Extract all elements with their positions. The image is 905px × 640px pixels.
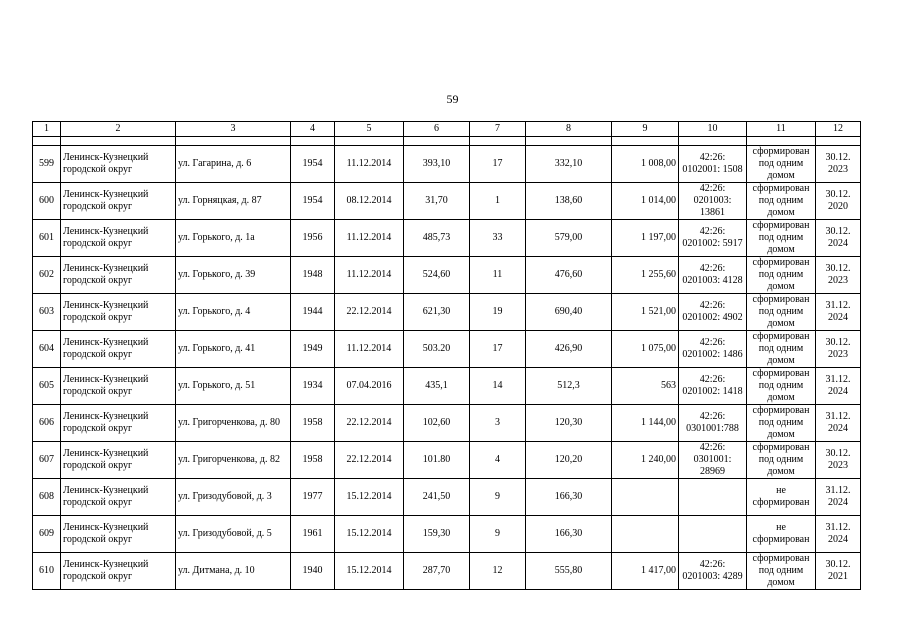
row-number: 602 bbox=[33, 257, 61, 294]
municipality-cell: Ленинск-Кузнецкий городской округ bbox=[61, 257, 176, 294]
table-row bbox=[33, 183, 861, 220]
year-cell: 1934 bbox=[291, 368, 335, 405]
area-total-cell: 287,70 bbox=[404, 553, 470, 590]
address-cell: ул. Горького, д. 4 bbox=[176, 294, 291, 331]
column-header-4: 4 bbox=[291, 122, 335, 137]
row-number: 603 bbox=[33, 294, 61, 331]
table-row bbox=[33, 294, 861, 331]
count-cell: 14 bbox=[470, 368, 526, 405]
address-cell: ул. Гагарина, д. 6 bbox=[176, 146, 291, 183]
area-total-cell: 503.20 bbox=[404, 331, 470, 368]
deadline-cell: 31.12. 2024 bbox=[816, 479, 861, 516]
table-row bbox=[33, 479, 861, 516]
date-cell: 11.12.2014 bbox=[335, 146, 404, 183]
year-cell: 1944 bbox=[291, 294, 335, 331]
address-cell: ул. Горького, д. 51 bbox=[176, 368, 291, 405]
area-living-cell: 332,10 bbox=[526, 146, 612, 183]
column-header-3: 3 bbox=[176, 122, 291, 137]
table-row bbox=[33, 405, 861, 442]
status-cell: сформирован под одним домом bbox=[747, 220, 816, 257]
area-total-cell: 241,50 bbox=[404, 479, 470, 516]
cadastral-number-cell: 42:26: 0201002: 5917 bbox=[679, 220, 747, 257]
year-cell: 1940 bbox=[291, 553, 335, 590]
cadastral-number-cell: 42:26: 0301001:788 bbox=[679, 405, 747, 442]
row-number: 609 bbox=[33, 516, 61, 553]
date-cell: 11.12.2014 bbox=[335, 331, 404, 368]
date-cell: 08.12.2014 bbox=[335, 183, 404, 220]
municipality-cell: Ленинск-Кузнецкий городской округ bbox=[61, 331, 176, 368]
count-cell: 19 bbox=[470, 294, 526, 331]
column-header-2: 2 bbox=[61, 122, 176, 137]
column-header-9: 9 bbox=[612, 122, 679, 137]
table-row bbox=[33, 220, 861, 257]
status-cell: не сформирован bbox=[747, 479, 816, 516]
date-cell: 22.12.2014 bbox=[335, 442, 404, 479]
cadastral-number-cell bbox=[679, 516, 747, 553]
status-cell: сформирован под одним домом bbox=[747, 553, 816, 590]
year-cell: 1958 bbox=[291, 442, 335, 479]
year-cell: 1949 bbox=[291, 331, 335, 368]
area-living-cell: 120,20 bbox=[526, 442, 612, 479]
status-cell: не сформирован bbox=[747, 516, 816, 553]
table-row bbox=[33, 442, 861, 479]
area-total-cell: 101.80 bbox=[404, 442, 470, 479]
date-cell: 15.12.2014 bbox=[335, 516, 404, 553]
row-number: 610 bbox=[33, 553, 61, 590]
column-header-1: 1 bbox=[33, 122, 61, 137]
date-cell: 22.12.2014 bbox=[335, 294, 404, 331]
count-cell: 12 bbox=[470, 553, 526, 590]
deadline-cell: 31.12. 2024 bbox=[816, 405, 861, 442]
status-cell: сформирован под одним домом bbox=[747, 442, 816, 479]
area-total-cell: 102,60 bbox=[404, 405, 470, 442]
municipality-cell: Ленинск-Кузнецкий городской округ bbox=[61, 516, 176, 553]
area-total-cell: 435,1 bbox=[404, 368, 470, 405]
column-header-8: 8 bbox=[526, 122, 612, 137]
area-land-cell: 1 075,00 bbox=[612, 331, 679, 368]
address-cell: ул. Горького, д. 41 bbox=[176, 331, 291, 368]
municipality-cell: Ленинск-Кузнецкий городской округ bbox=[61, 368, 176, 405]
year-cell: 1977 bbox=[291, 479, 335, 516]
area-living-cell: 690,40 bbox=[526, 294, 612, 331]
municipality-cell: Ленинск-Кузнецкий городской округ bbox=[61, 405, 176, 442]
spacer-row bbox=[33, 137, 861, 146]
cadastral-number-cell bbox=[679, 479, 747, 516]
address-cell: ул. Горького, д. 1а bbox=[176, 220, 291, 257]
area-total-cell: 159,30 bbox=[404, 516, 470, 553]
table-row bbox=[33, 257, 861, 294]
count-cell: 33 bbox=[470, 220, 526, 257]
cadastral-number-cell: 42:26: 0201003: 4128 bbox=[679, 257, 747, 294]
cadastral-number-cell: 42:26: 0301001: 28969 bbox=[679, 442, 747, 479]
address-cell: ул. Горняцкая, д. 87 bbox=[176, 183, 291, 220]
count-cell: 9 bbox=[470, 516, 526, 553]
area-living-cell: 579,00 bbox=[526, 220, 612, 257]
area-living-cell: 555,80 bbox=[526, 553, 612, 590]
area-land-cell: 1 240,00 bbox=[612, 442, 679, 479]
status-cell: сформирован под одним домом bbox=[747, 331, 816, 368]
status-cell: сформирован под одним домом bbox=[747, 146, 816, 183]
municipality-cell: Ленинск-Кузнецкий городской округ bbox=[61, 146, 176, 183]
area-land-cell bbox=[612, 479, 679, 516]
deadline-cell: 31.12. 2024 bbox=[816, 368, 861, 405]
area-land-cell: 1 197,00 bbox=[612, 220, 679, 257]
table-row bbox=[33, 368, 861, 405]
row-number: 607 bbox=[33, 442, 61, 479]
municipality-cell: Ленинск-Кузнецкий городской округ bbox=[61, 442, 176, 479]
year-cell: 1954 bbox=[291, 183, 335, 220]
status-cell: сформирован под одним домом bbox=[747, 183, 816, 220]
status-cell: сформирован под одним домом bbox=[747, 368, 816, 405]
municipality-cell: Ленинск-Кузнецкий городской округ bbox=[61, 479, 176, 516]
header-row bbox=[33, 122, 861, 137]
area-land-cell bbox=[612, 516, 679, 553]
address-cell: ул. Дитмана, д. 10 bbox=[176, 553, 291, 590]
area-total-cell: 31,70 bbox=[404, 183, 470, 220]
count-cell: 9 bbox=[470, 479, 526, 516]
column-header-6: 6 bbox=[404, 122, 470, 137]
count-cell: 11 bbox=[470, 257, 526, 294]
page-number: 59 bbox=[446, 92, 459, 106]
column-header-10: 10 bbox=[679, 122, 747, 137]
cadastral-number-cell: 42:26: 0201002: 1418 bbox=[679, 368, 747, 405]
date-cell: 22.12.2014 bbox=[335, 405, 404, 442]
deadline-cell: 30.12. 2020 bbox=[816, 183, 861, 220]
status-cell: сформирован под одним домом bbox=[747, 405, 816, 442]
table-row bbox=[33, 331, 861, 368]
area-living-cell: 166,30 bbox=[526, 516, 612, 553]
year-cell: 1954 bbox=[291, 146, 335, 183]
municipality-cell: Ленинск-Кузнецкий городской округ bbox=[61, 183, 176, 220]
deadline-cell: 31.12. 2024 bbox=[816, 294, 861, 331]
count-cell: 17 bbox=[470, 146, 526, 183]
area-total-cell: 485,73 bbox=[404, 220, 470, 257]
row-number: 604 bbox=[33, 331, 61, 368]
date-cell: 11.12.2014 bbox=[335, 220, 404, 257]
area-living-cell: 120,30 bbox=[526, 405, 612, 442]
status-cell: сформирован под одним домом bbox=[747, 294, 816, 331]
column-header-5: 5 bbox=[335, 122, 404, 137]
row-number: 599 bbox=[33, 146, 61, 183]
year-cell: 1958 bbox=[291, 405, 335, 442]
row-number: 600 bbox=[33, 183, 61, 220]
area-land-cell: 1 008,00 bbox=[612, 146, 679, 183]
deadline-cell: 30.12. 2023 bbox=[816, 257, 861, 294]
area-living-cell: 166,30 bbox=[526, 479, 612, 516]
deadline-cell: 30.12. 2023 bbox=[816, 146, 861, 183]
date-cell: 15.12.2014 bbox=[335, 553, 404, 590]
address-cell: ул. Григорченкова, д. 80 bbox=[176, 405, 291, 442]
area-land-cell: 563 bbox=[612, 368, 679, 405]
date-cell: 07.04.2016 bbox=[335, 368, 404, 405]
row-number: 608 bbox=[33, 479, 61, 516]
cadastral-number-cell: 42:26: 0201002: 1486 bbox=[679, 331, 747, 368]
row-number: 605 bbox=[33, 368, 61, 405]
row-number: 606 bbox=[33, 405, 61, 442]
column-header-7: 7 bbox=[470, 122, 526, 137]
year-cell: 1956 bbox=[291, 220, 335, 257]
table-row bbox=[33, 553, 861, 590]
area-living-cell: 426,90 bbox=[526, 331, 612, 368]
date-cell: 15.12.2014 bbox=[335, 479, 404, 516]
deadline-cell: 31.12. 2024 bbox=[816, 516, 861, 553]
area-land-cell: 1 014,00 bbox=[612, 183, 679, 220]
column-header-11: 11 bbox=[747, 122, 816, 137]
deadline-cell: 30.12. 2023 bbox=[816, 331, 861, 368]
cadastral-number-cell: 42:26: 0201002: 4902 bbox=[679, 294, 747, 331]
municipality-cell: Ленинск-Кузнецкий городской округ bbox=[61, 220, 176, 257]
date-cell: 11.12.2014 bbox=[335, 257, 404, 294]
year-cell: 1961 bbox=[291, 516, 335, 553]
deadline-cell: 30.12. 2021 bbox=[816, 553, 861, 590]
status-cell: сформирован под одним домом bbox=[747, 257, 816, 294]
address-cell: ул. Григорченкова, д. 82 bbox=[176, 442, 291, 479]
count-cell: 3 bbox=[470, 405, 526, 442]
deadline-cell: 30.12. 2023 bbox=[816, 442, 861, 479]
area-total-cell: 393,10 bbox=[404, 146, 470, 183]
deadline-cell: 30.12. 2024 bbox=[816, 220, 861, 257]
municipality-cell: Ленинск-Кузнецкий городской округ bbox=[61, 294, 176, 331]
cadastral-number-cell: 42:26: 0201003: 4289 bbox=[679, 553, 747, 590]
area-land-cell: 1 521,00 bbox=[612, 294, 679, 331]
area-land-cell: 1 144,00 bbox=[612, 405, 679, 442]
table-row bbox=[33, 516, 861, 553]
area-land-cell: 1 417,00 bbox=[612, 553, 679, 590]
area-living-cell: 476,60 bbox=[526, 257, 612, 294]
column-header-12: 12 bbox=[816, 122, 861, 137]
address-cell: ул. Гризодубовой, д. 3 bbox=[176, 479, 291, 516]
year-cell: 1948 bbox=[291, 257, 335, 294]
address-cell: ул. Гризодубовой, д. 5 bbox=[176, 516, 291, 553]
row-number: 601 bbox=[33, 220, 61, 257]
register-table bbox=[32, 121, 861, 590]
count-cell: 1 bbox=[470, 183, 526, 220]
cadastral-number-cell: 42:26: 0102001: 1508 bbox=[679, 146, 747, 183]
address-cell: ул. Горького, д. 39 bbox=[176, 257, 291, 294]
count-cell: 17 bbox=[470, 331, 526, 368]
municipality-cell: Ленинск-Кузнецкий городской округ bbox=[61, 553, 176, 590]
cadastral-number-cell: 42:26: 0201003: 13861 bbox=[679, 183, 747, 220]
area-land-cell: 1 255,60 bbox=[612, 257, 679, 294]
table-row bbox=[33, 146, 861, 183]
count-cell: 4 bbox=[470, 442, 526, 479]
area-living-cell: 138,60 bbox=[526, 183, 612, 220]
area-total-cell: 524,60 bbox=[404, 257, 470, 294]
area-living-cell: 512,3 bbox=[526, 368, 612, 405]
area-total-cell: 621,30 bbox=[404, 294, 470, 331]
